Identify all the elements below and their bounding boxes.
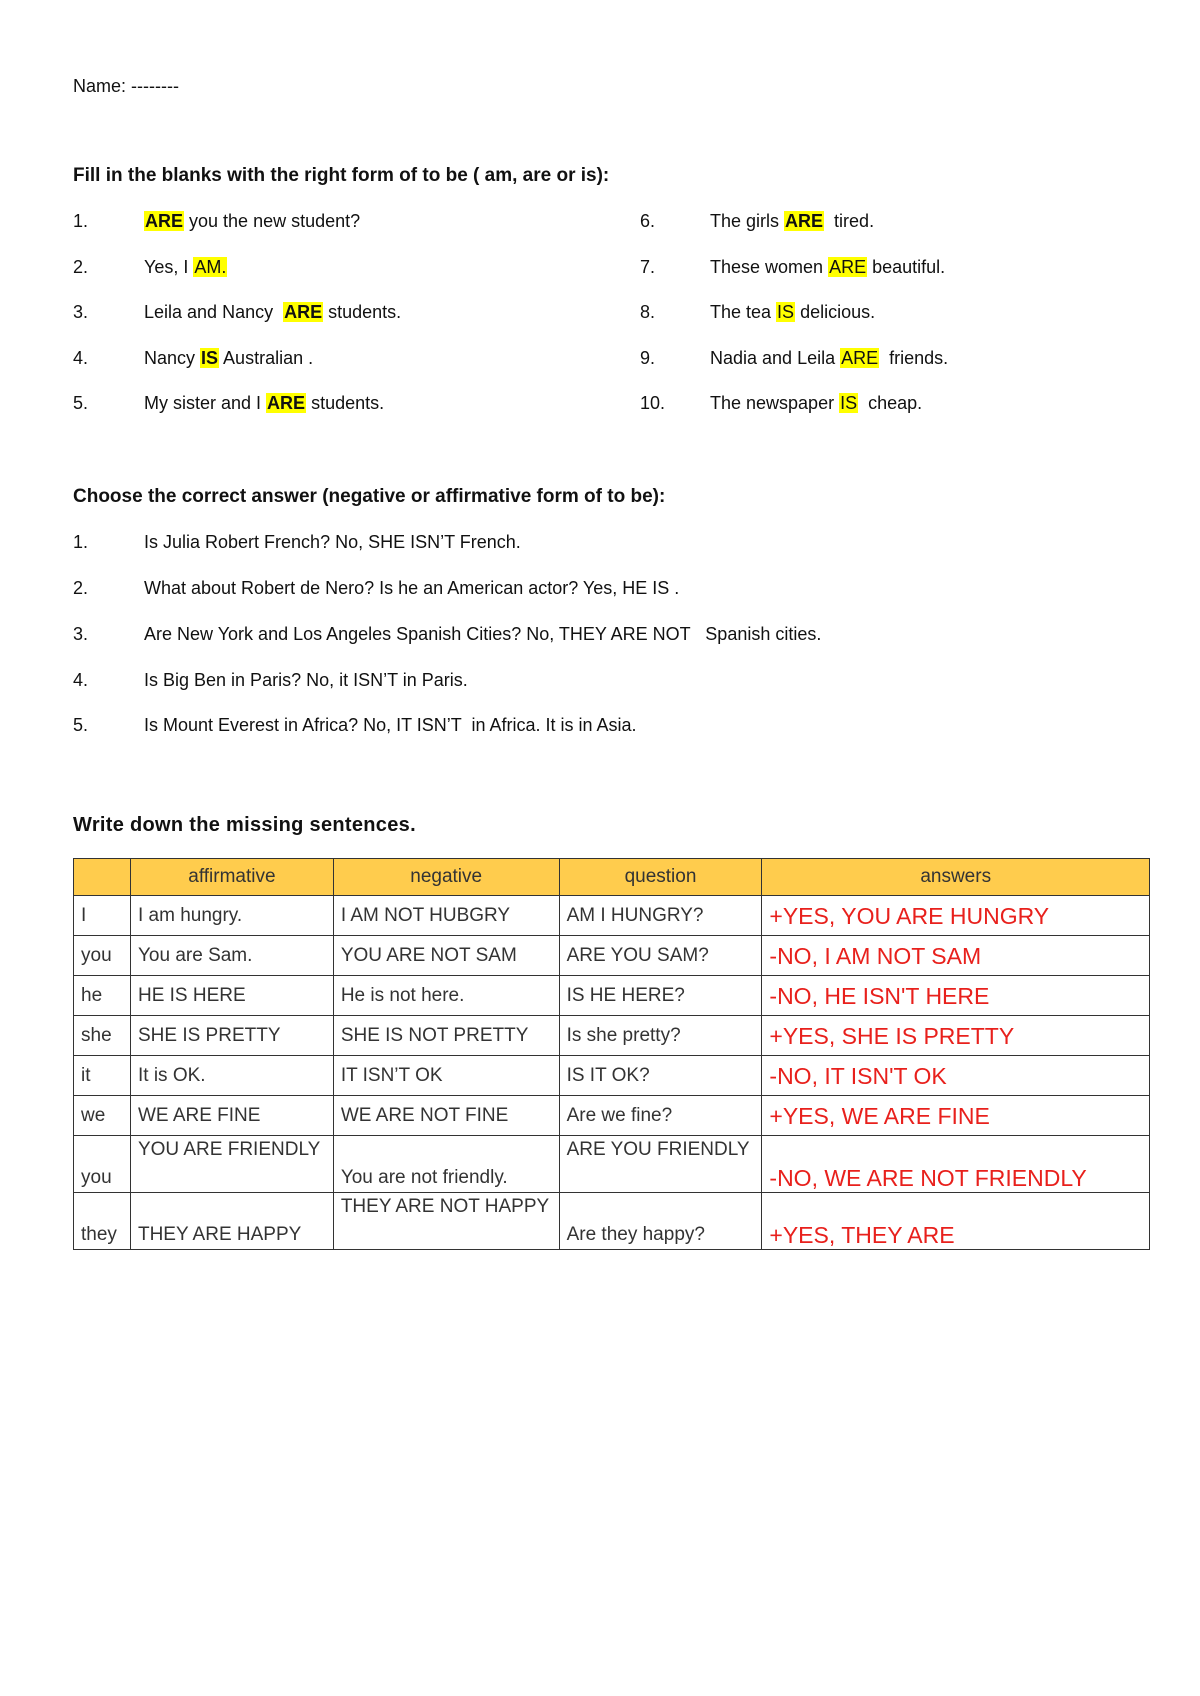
cell-question: AM I HUNGRY? <box>559 896 762 936</box>
cell-question: IS IT OK? <box>559 1056 762 1096</box>
cell-answer: +YES, THEY ARE <box>762 1193 1150 1250</box>
item-text: Leila and Nancy <box>144 302 284 322</box>
cell-answer: +YES, WE ARE FINE <box>762 1096 1150 1136</box>
answer-highlight: ARE <box>267 393 306 413</box>
cell-answer: +YES, YOU ARE HUNGRY <box>762 896 1150 936</box>
item-text: delicious. <box>795 302 876 322</box>
table-row <box>74 1056 1150 1096</box>
cell-question: Are they happy? <box>559 1193 762 1250</box>
list-item <box>710 302 875 323</box>
item-number: 2. <box>73 578 89 598</box>
item-text: Nancy <box>144 348 201 368</box>
list-item <box>710 348 948 369</box>
name-line <box>73 76 179 97</box>
cell-answer: -NO, WE ARE NOT FRIENDLY <box>762 1136 1150 1193</box>
header-answers: answers <box>762 859 1150 896</box>
item-number: 5. <box>73 393 89 413</box>
list-item <box>144 211 360 232</box>
answer-highlight: AM. <box>194 257 227 277</box>
name-label: Name: <box>73 76 127 96</box>
item-text: students. <box>323 302 402 322</box>
cell-affirmative: HE IS HERE <box>130 976 333 1016</box>
answer-highlight: IS <box>777 302 795 322</box>
list-item <box>710 257 945 278</box>
item-number: 4. <box>73 348 89 368</box>
cell-negative: You are not friendly. <box>333 1136 559 1193</box>
item-number: 5. <box>73 715 89 735</box>
item-number: 9. <box>640 348 656 368</box>
section2-heading: Choose the correct answer (negative or affirmative form of to be): <box>73 486 666 507</box>
section1-heading: Fill in the blanks with the right form of to be ( am, are or is): <box>73 165 610 186</box>
list-item <box>144 348 313 369</box>
cell-pronoun: I <box>74 896 131 936</box>
item-text: Yes, I <box>144 257 194 277</box>
list-item: What about Robert de Nero? Is he an American actor? Yes, HE IS . <box>144 578 680 598</box>
item-number: 3. <box>73 624 89 644</box>
answer-highlight: ARE <box>284 302 323 322</box>
answer-highlight: ARE <box>841 348 879 368</box>
cell-negative: IT ISN’T OK <box>333 1056 559 1096</box>
list-item <box>710 393 922 414</box>
cell-pronoun: they <box>74 1193 131 1250</box>
table-row <box>74 1193 1150 1250</box>
section3-heading: Write down the missing sentences. <box>73 814 416 836</box>
item-number: 2. <box>73 257 89 277</box>
cell-affirmative: WE ARE FINE <box>130 1096 333 1136</box>
list-item: Is Julia Robert French? No, SHE ISN’T French. <box>144 532 521 552</box>
cell-affirmative: You are Sam. <box>130 936 333 976</box>
cell-pronoun: she <box>74 1016 131 1056</box>
list-item: Is Mount Everest in Africa? No, IT ISN’T in Africa. It is in Asia. <box>144 715 637 735</box>
cell-negative: I AM NOT HUBGRY <box>333 896 559 936</box>
answer-highlight: ARE <box>785 211 824 231</box>
table-row <box>74 1096 1150 1136</box>
item-text: The tea <box>710 302 777 322</box>
table-row <box>74 1016 1150 1056</box>
table-row <box>74 936 1150 976</box>
cell-answer: -NO, HE ISN'T HERE <box>762 976 1150 1016</box>
list-item <box>710 211 874 232</box>
item-text: The newspaper <box>710 393 840 413</box>
cell-question: ARE YOU FRIENDLY <box>559 1136 762 1193</box>
item-number: 10. <box>640 393 666 413</box>
answer-highlight: ARE <box>145 211 184 231</box>
item-text: friends. <box>879 348 949 368</box>
cell-negative: YOU ARE NOT SAM <box>333 936 559 976</box>
name-value: -------- <box>131 76 179 96</box>
cell-pronoun: you <box>74 936 131 976</box>
cell-negative: He is not here. <box>333 976 559 1016</box>
answer-highlight: IS <box>840 393 858 413</box>
answer-highlight: IS <box>201 348 219 368</box>
table-row <box>74 976 1150 1016</box>
item-text: tired. <box>824 211 875 231</box>
item-text: cheap. <box>858 393 923 413</box>
item-number: 7. <box>640 257 656 277</box>
item-text: students. <box>306 393 385 413</box>
item-number: 4. <box>73 670 89 690</box>
answer-highlight: ARE <box>829 257 867 277</box>
header-question: question <box>559 859 762 896</box>
item-number: 6. <box>640 211 656 231</box>
cell-pronoun: you <box>74 1136 131 1193</box>
table-row <box>74 896 1150 936</box>
list-item <box>144 302 401 323</box>
cell-question: IS HE HERE? <box>559 976 762 1016</box>
cell-answer: -NO, IT ISN'T OK <box>762 1056 1150 1096</box>
cell-affirmative: SHE IS PRETTY <box>130 1016 333 1056</box>
cell-affirmative: THEY ARE HAPPY <box>130 1193 333 1250</box>
cell-question: ARE YOU SAM? <box>559 936 762 976</box>
cell-affirmative: YOU ARE FRIENDLY <box>130 1136 333 1193</box>
item-number: 1. <box>73 532 89 552</box>
cell-answer: -NO, I AM NOT SAM <box>762 936 1150 976</box>
item-number: 8. <box>640 302 656 322</box>
list-item: Is Big Ben in Paris? No, it ISN’T in Paris. <box>144 670 468 690</box>
cell-question: Is she pretty? <box>559 1016 762 1056</box>
cell-affirmative: It is OK. <box>130 1056 333 1096</box>
header-negative: negative <box>333 859 559 896</box>
item-text: beautiful. <box>867 257 946 277</box>
cell-negative: THEY ARE NOT HAPPY <box>333 1193 559 1250</box>
item-text: you the new student? <box>184 211 361 231</box>
item-text: My sister and I <box>144 393 267 413</box>
table-row <box>74 1136 1150 1193</box>
cell-pronoun: it <box>74 1056 131 1096</box>
cell-negative: WE ARE NOT FINE <box>333 1096 559 1136</box>
item-text: Australian . <box>219 348 314 368</box>
list-item <box>144 393 384 414</box>
item-number: 3. <box>73 302 89 322</box>
cell-pronoun: he <box>74 976 131 1016</box>
cell-negative: SHE IS NOT PRETTY <box>333 1016 559 1056</box>
header-pronoun <box>74 859 131 896</box>
list-item: Are New York and Los Angeles Spanish Cities? No, THEY ARE NOT Spanish cities. <box>144 624 822 644</box>
cell-pronoun: we <box>74 1096 131 1136</box>
cell-affirmative: I am hungry. <box>130 896 333 936</box>
item-text: Nadia and Leila <box>710 348 841 368</box>
conjugation-table <box>73 858 1150 1250</box>
item-number: 1. <box>73 211 89 231</box>
cell-answer: +YES, SHE IS PRETTY <box>762 1016 1150 1056</box>
table-header-row <box>74 859 1150 896</box>
cell-question: Are we fine? <box>559 1096 762 1136</box>
header-affirmative: affirmative <box>130 859 333 896</box>
list-item <box>144 257 227 278</box>
item-text: These women <box>710 257 829 277</box>
item-text: The girls <box>710 211 785 231</box>
